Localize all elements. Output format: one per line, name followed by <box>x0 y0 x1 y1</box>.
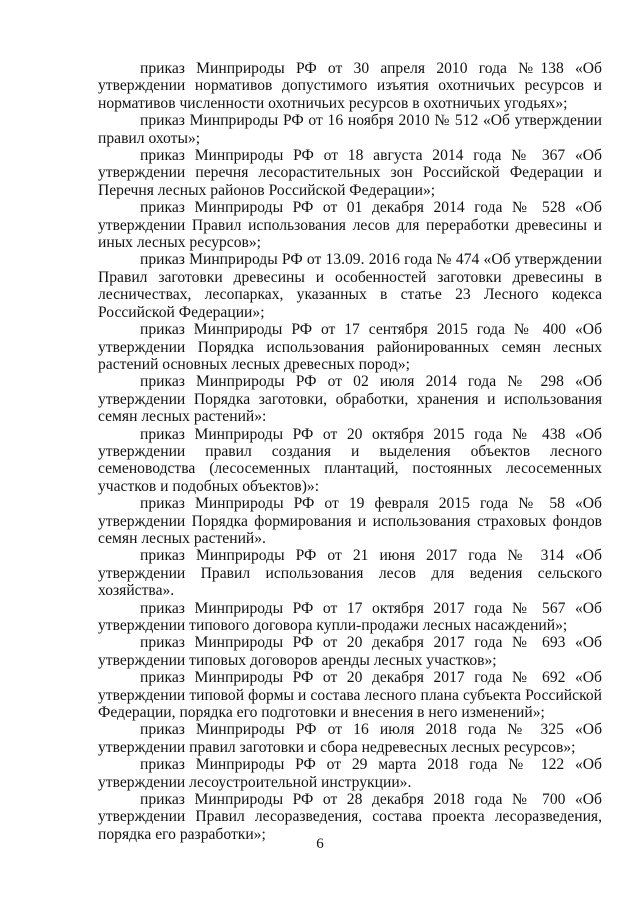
list-item: приказ Минприроды РФ от 02 июля 2014 года № 298 «Об утверждении Порядка заготовки, обработки, хранения и использования семян лесных растений»: <box>98 373 602 426</box>
list-item: приказ Минприроды РФ от 17 октября 2017 года № 567 «Об утверждении типового договора купли-продажи лесных насаждений»; <box>98 599 602 634</box>
list-item: приказ Минприроды РФ от 19 февраля 2015 года № 58 «Об утверждении Порядка формирования и использования страховых фондов семян лесных растений». <box>98 495 602 547</box>
list-item: приказ Минприроды РФ от 21 июня 2017 года № 314 «Об утверждении Правил использования лесов для ведения сельского хозяйства». <box>98 547 602 600</box>
list-item: приказ Минприроды РФ от 20 декабря 2017 года № 693 «Об утверждении типовых договоров аренды лесных участков»; <box>98 634 602 669</box>
list-item: приказ Минприроды РФ от 18 августа 2014 года № 367 «Об утверждении перечня лесорастительных зон Российской Федерации и Перечня лесных районов Российской Федерации»; <box>98 147 602 199</box>
list-item: приказ Минприроды РФ от 29 марта 2018 года № 122 «Об утверждении лесоустроительной инструкции». <box>98 756 602 791</box>
list-item: приказ Минприроды РФ от 16 июля 2018 года № 325 «Об утверждении правил заготовки и сбора недревесных лесных ресурсов»; <box>98 721 602 756</box>
list-item: приказ Минприроды РФ от 28 декабря 2018 года № 700 «Об утверждении Правил лесоразведения, состава проекта лесоразведения, порядка его разработки»; <box>98 791 602 843</box>
list-item: приказ Минприроды РФ от 17 сентября 2015 года № 400 «Об утверждении Порядка использования районированных семян лесных растений основных лесных древесных пород»; <box>98 321 602 373</box>
list-item: приказ Минприроды РФ от 01 декабря 2014 года № 528 «Об утверждении Правил использования лесов для переработки древесины и иных лесных ресурсов»; <box>98 199 602 252</box>
page-number: 6 <box>316 836 324 852</box>
document-body <box>98 60 602 843</box>
list-item: приказ Минприроды РФ от 30 апреля 2010 года №138 «Об утверждении нормативов допустимого изъятия охотничьих ресурсов и нормативов численности охотничьих ресурсов в охотничьих угодьях»; <box>98 60 602 112</box>
list-item: приказ Минприроды РФ от 20 декабря 2017 года № 692 «Об утверждении типовой формы и состава лесного плана субъекта Российской Федерации, порядка его подготовки и внесения в него изменений»; <box>98 669 602 722</box>
list-item: приказ Минприроды РФ от 16 ноября 2010 № 512 «Об утверждении правил охоты»; <box>98 112 602 147</box>
list-item: приказ Минприроды РФ от 13.09. 2016 года № 474 «Об утверждении Правил заготовки древесины и особенностей заготовки древесины в лесничествах, лесопарках, указанных в статье 23 Лесного кодекса Российской Федерации»; <box>98 251 602 321</box>
list-item: приказ Минприроды РФ от 20 октября 2015 года № 438 «Об утверждении правил создания и выделения объектов лесного семеноводства (лесосеменных плантаций, постоянных лесосеменных участков и подобных объектов)»: <box>98 425 602 495</box>
